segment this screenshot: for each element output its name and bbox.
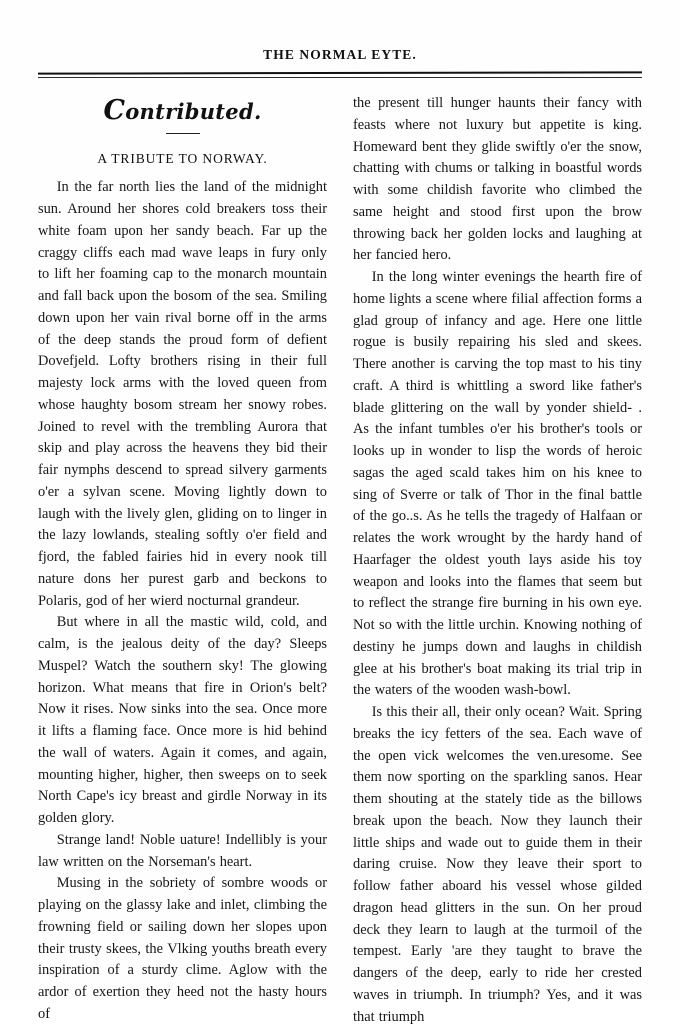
article-title: A TRIBUTE TO NORWAY. xyxy=(97,151,268,167)
paragraph: But where in all the mastic wild, cold, and calm, is the jealous deity of the day? Sleeps Muspel? Watch the southern sky! The glowing horizon. What means that fire in Orion's belt? Now it rises. Now sinks into the sea. Once more it lifts a flaming face. Once more is hid behind the wall of waters. Again it comes, and again, mounting higher, higher, then sweeps on to seek North Cape's icy breast and girdle Norway in its golden glory. xyxy=(38,614,327,827)
paragraph: Strange land! Noble uature! Indellibly is your law written on the Norseman's heart. xyxy=(38,831,327,870)
section-heading-contributed xyxy=(38,95,327,126)
paragraph: In the far north lies the land of the midnight sun. Around her shores cold breakers toss their white foam upon her sandy beach. Far up the craggy cliffs each mad wave leaps in fury only to lift her foaming cap to the monarch mountain and fall back upon the bosom of the sea. Smiling down upon her vain rival borne off in the arms of the deep stands the proud form of defient Dovefjeld. Lofty brothers rising in their full majesty lock arms with the loved queen from whose haughty bosom stream her snowy robes. Joined to revel with the trembling Aurora that skip and play across the heavens they bid their fair nymphs descend to spread silvery garments o'er a sylvan scene. Moving lightly down to laugh with the lively glen, gliding on to linger in the lazy lowlands, stealing softly o'er field and fjord, the fabled fairies hid in every nook till nature dons her purest garb and beckons to Polaris, god of her wierd nocturnal grandeur. xyxy=(38,179,327,609)
paragraph: the present till hunger haunts their fancy with feasts where not luxury but appetite is king. Homeward bent they glide swiftly o'er the snow, chatting with chums or talking in boastful words with some childish favorite who climbed the same height and stood first upon the brow throwing back her golden locks and laughing at her fancied hero. xyxy=(353,95,642,264)
paragraph: In the long winter evenings the hearth fire of home lights a scene where filial affection forms a glad group of infancy and age. Here one little rogue is busily repairing his sled and skees. There another is carving the top mast to his tiny craft. A third is whittling a sword like father's blade glittering on the wall by yonder shield- . As the infant tumbles o'er his brother's tools or looks up in wonder to lisp the words of heroic sagas the aged scald takes him on his knee to sing of Sverre or talk of Thor in the final battle of the go..s. As he tells the tragedy of Halfaan or relates the work wrought by the hardy hand of Haarfager the oldest youth lays aside his toy weapon and looks into the flames that seem but to reflect the strange fire burning in his own eye. Not so with the little urchin. Knowing nothing of destiny he jumps down and laughs in childish glee at his brother's boat making its trial trip in the waters of the wooden wash-bowl. xyxy=(353,269,642,699)
section-heading-initial: C xyxy=(103,95,126,126)
page-masthead-title: THE NORMAL EYTE. xyxy=(263,47,417,62)
masthead-double-rule xyxy=(38,72,642,79)
rule-thin xyxy=(38,77,642,78)
paragraph: Is this their all, their only ocean? Wait. Spring breaks the icy fetters of the sea. Each wave of the open vick welcomes the ven.uresome. See them now sporting on the sparkling sanos. Hear them shouting at the stately tide as the billows break upon the beach. Now they launch their little ships and wade out to guide them in their daring cruise. Now they leave their sport to follow father aboard his vessel whose gilded dragon head glitters in the sun. On her proud deck they learn to laugh at the turmoil of the tempest. Early 'are they taught to brave the dangers of the deep, early to ride her crested waves in triumph. In triumph? Yes, and it was that triumph xyxy=(353,704,642,1025)
section-heading-rest: ontributed. xyxy=(125,99,262,124)
section-heading-divider xyxy=(166,133,200,134)
left-column xyxy=(38,93,327,1026)
paragraph: Musing in the sobriety of sombre woods or playing on the glassy lake and inlet, climbing the frowning field or sailing down her slopes upon their trusty skees, the Vlking youths breath every inspiration of a sturdy clime. Aglow with the ardor of exertion they heed not the hasty hours of xyxy=(38,875,327,1022)
right-column xyxy=(353,93,642,1028)
two-column-body xyxy=(38,93,642,1028)
rule-thick xyxy=(38,71,642,75)
